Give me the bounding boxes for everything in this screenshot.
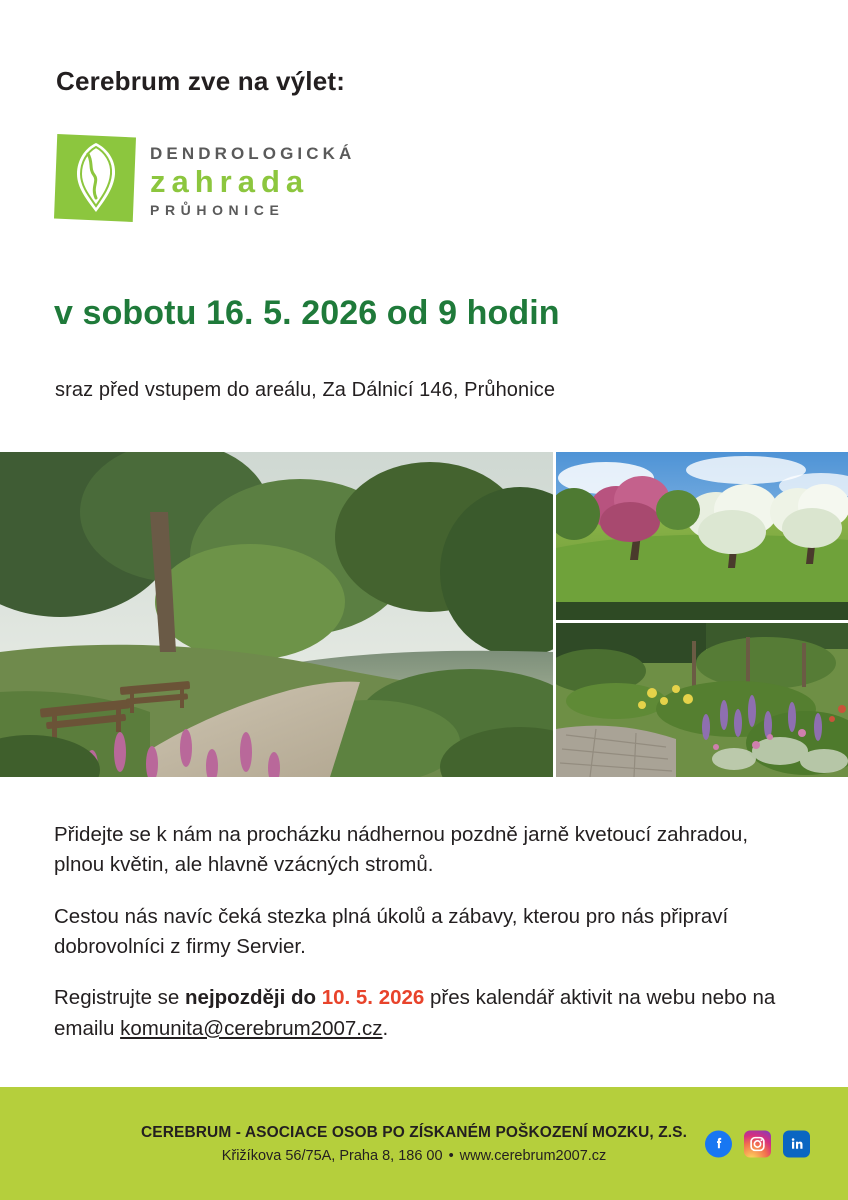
social-links (705, 1130, 810, 1157)
body-paragraph-2: Cestou nás navíc čeká stezka plná úkolů a zábavy, kterou pro nás připraví dobrovolníci z firmy Servier. (54, 904, 729, 958)
facebook-icon[interactable] (705, 1130, 732, 1157)
footer-text-block (141, 1124, 707, 1164)
event-meeting-point: sraz před vstupem do areálu, Za Dálnicí 146, Průhonice (55, 379, 556, 401)
flowering-trees-meadow-photo (556, 452, 848, 620)
registration-email-link[interactable]: komunita@cerebrum2007.cz (120, 1016, 383, 1040)
logo-line-pruhonice: PRŮHONICE (150, 202, 285, 219)
registration-middle: přes kalendář aktivit na webu nebo na emailu (54, 986, 776, 1040)
registration-bold: nejpozději do (185, 986, 322, 1010)
leaf-map-logo-icon (54, 134, 136, 222)
body-paragraph-1: Přidejte se k nám na procházku nádhernou pozdně jarně kvetoucí zahradou, plnou květin, ale hlavně vzácných stromů. (54, 823, 749, 877)
registration-prefix: Registrujte se (54, 986, 186, 1010)
event-date-headline: v sobotu 16. 5. 2026 od 9 hodin (54, 294, 560, 332)
invite-line: Cerebrum zve na výlet: (56, 66, 346, 96)
logo-line-zahrada: zahrada (150, 163, 310, 199)
linkedin-icon[interactable] (783, 1130, 810, 1157)
leaf-shape-icon (74, 142, 118, 214)
registration-suffix: . (382, 1016, 389, 1040)
dendrological-garden-logo (54, 134, 384, 228)
footer-bar (0, 1087, 848, 1200)
footer-separator: • (448, 1147, 454, 1164)
photo-right-column (556, 452, 848, 777)
body-text (54, 820, 780, 1044)
registration-paragraph (54, 983, 780, 1044)
footer-address: Křižíkova 56/75A, Praha 8, 186 00 (221, 1147, 443, 1164)
footer-contact (141, 1148, 687, 1164)
logo-wordmark (150, 134, 355, 218)
perennial-flower-beds-photo (556, 623, 848, 777)
registration-deadline: 10. 5. 2026 (321, 986, 425, 1010)
photo-band (0, 452, 848, 777)
footer-website-link[interactable]: www.cerebrum2007.cz (459, 1147, 607, 1164)
instagram-icon[interactable] (744, 1130, 771, 1157)
footer-organization: CEREBRUM - ASOCIACE OSOB PO ZÍSKANÉM POŠKOZENÍ MOZKU, Z.S. (140, 1123, 688, 1141)
garden-path-with-benches-photo (0, 452, 553, 777)
logo-line-dendrologicka: DENDROLOGICKÁ (150, 144, 356, 163)
